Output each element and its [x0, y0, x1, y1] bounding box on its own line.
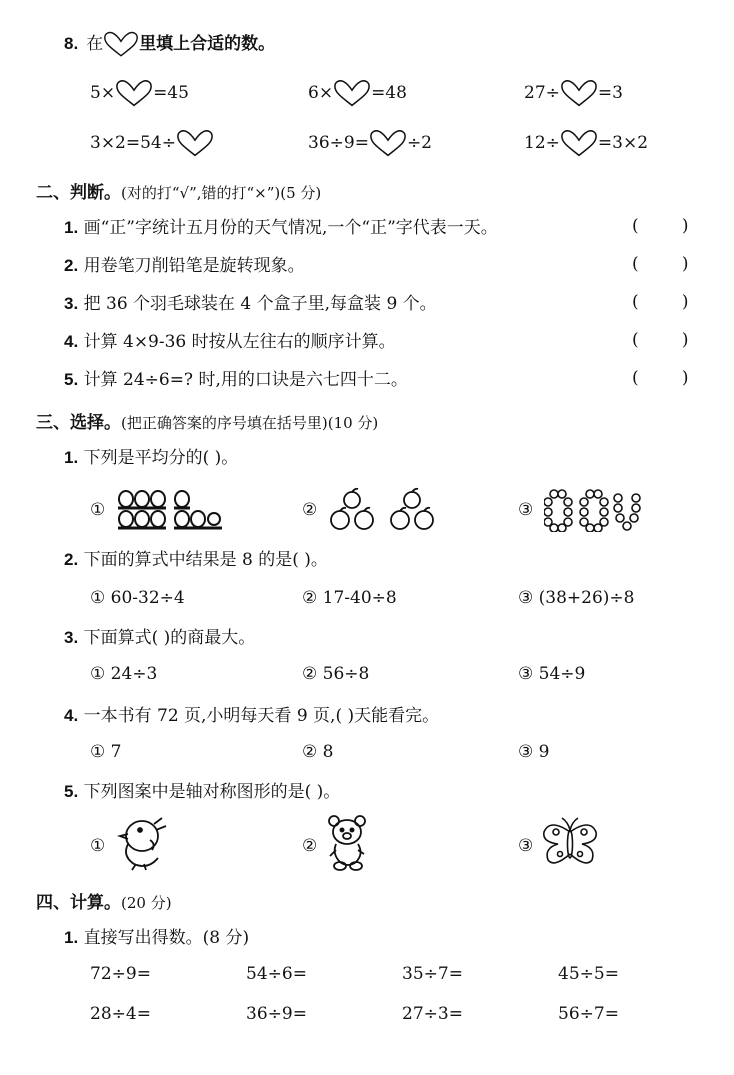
- eq-right: =48: [371, 83, 407, 103]
- calc-item[interactable]: 28÷4=: [90, 1004, 151, 1024]
- option-label: ②: [302, 500, 318, 520]
- option-label: ①: [90, 500, 106, 520]
- item-number: 1.: [64, 218, 79, 237]
- item-text: 用卷笔刀削铅笔是旋转现象。: [83, 256, 305, 276]
- option-label: ②: [302, 836, 318, 856]
- q8-prompt-after: 里填上合适的数。: [139, 34, 276, 54]
- eq-left: 27÷: [524, 83, 560, 103]
- choice-q5: [64, 780, 340, 804]
- option-label: ③: [518, 500, 534, 520]
- butterfly-picture: [542, 816, 598, 870]
- answer-blank[interactable]: ( ): [632, 292, 689, 312]
- item-text: 一本书有 72 页,小明每天看 9 页,( )天能看完。: [83, 706, 440, 726]
- eq-right: =3: [597, 83, 623, 103]
- heart-icon[interactable]: [333, 78, 371, 108]
- item-text: 下面算式( )的商最大。: [83, 628, 256, 648]
- eq-left: 5×: [90, 83, 116, 103]
- q8-prompt-before: 在: [86, 34, 104, 54]
- eq-right: =3×2: [597, 133, 649, 153]
- item-text: 计算 4×9-36 时按从左往右的顺序计算。: [83, 332, 396, 352]
- item-number: 2.: [64, 256, 79, 275]
- heart-icon[interactable]: [560, 128, 598, 158]
- section-3-note: (把正确答案的序号填在括号里)(10 分): [121, 414, 379, 432]
- item-text: 下面的算式中结果是 8 的是( )。: [83, 550, 328, 570]
- calc-item[interactable]: 35÷7=: [402, 964, 463, 984]
- choice-q1: [64, 446, 238, 470]
- answer-blank[interactable]: ( ): [632, 330, 689, 350]
- section-2-note: (对的打“√”,错的打“×”)(5 分): [121, 184, 322, 202]
- judge-item-4: [64, 330, 396, 354]
- judge-item-5: [64, 368, 408, 392]
- eq-left: 6×: [308, 83, 334, 103]
- section-2-title: 二、判断。: [36, 183, 121, 203]
- item-number: 3.: [64, 294, 79, 313]
- apple-groups-picture: [328, 486, 440, 532]
- section-4-note: (20 分): [121, 894, 172, 912]
- section-2-heading: [36, 178, 321, 203]
- q8-equation-5: [308, 128, 432, 158]
- chick-picture: [114, 814, 170, 872]
- heart-icon[interactable]: [115, 78, 153, 108]
- eq-left: 12÷: [524, 133, 560, 153]
- item-text: 计算 24÷6=? 时,用的口诀是六七四十二。: [83, 370, 408, 390]
- option-2[interactable]: ② 8: [302, 742, 334, 762]
- calc-item[interactable]: 56÷7=: [558, 1004, 619, 1024]
- judge-item-3: [64, 292, 437, 316]
- heart-icon[interactable]: [560, 78, 598, 108]
- item-text: 把 36 个羽毛球装在 4 个盒子里,每盒装 9 个。: [83, 294, 437, 314]
- option-1[interactable]: ① 60-32÷4: [90, 588, 185, 608]
- option-2[interactable]: [302, 836, 317, 856]
- q8-equation-1: [90, 78, 189, 108]
- section-3-heading: [36, 408, 378, 433]
- option-3[interactable]: ③ 54÷9: [518, 664, 586, 684]
- option-1[interactable]: [90, 500, 105, 520]
- item-number: 4.: [64, 706, 79, 725]
- item-number: 5.: [64, 782, 79, 801]
- eq-right: =45: [153, 83, 189, 103]
- option-label: ③: [518, 836, 534, 856]
- q8-equation-4: [90, 128, 214, 158]
- option-3[interactable]: [518, 500, 533, 520]
- heart-icon[interactable]: [176, 128, 214, 158]
- q8-equation-2: [308, 78, 407, 108]
- heart-icon[interactable]: [369, 128, 407, 158]
- calc-item[interactable]: 72÷9=: [90, 964, 151, 984]
- option-2[interactable]: [302, 500, 317, 520]
- option-3[interactable]: ③ 9: [518, 742, 550, 762]
- item-number: 2.: [64, 550, 79, 569]
- item-text: 下列是平均分的( )。: [83, 448, 239, 468]
- section-4-heading: [36, 888, 172, 913]
- option-3[interactable]: [518, 836, 533, 856]
- item-number: 1.: [64, 448, 79, 467]
- item-number: 1.: [64, 928, 79, 947]
- item-number: 5.: [64, 370, 79, 389]
- section-4-title: 四、计算。: [36, 893, 121, 913]
- choice-q3: [64, 626, 255, 650]
- option-3[interactable]: ③ (38+26)÷8: [518, 588, 635, 608]
- bead-rings-picture: [544, 488, 644, 532]
- calc-item[interactable]: 54÷6=: [246, 964, 307, 984]
- choice-q2: [64, 548, 328, 572]
- eq-right: ÷2: [406, 133, 432, 153]
- item-number: 3.: [64, 628, 79, 647]
- calc-q1: [64, 926, 249, 950]
- bear-picture: [326, 814, 370, 872]
- option-2[interactable]: ② 17-40÷8: [302, 588, 397, 608]
- section-3-title: 三、选择。: [36, 413, 121, 433]
- option-1[interactable]: [90, 836, 105, 856]
- item-number: 4.: [64, 332, 79, 351]
- item-text: 下列图案中是轴对称图形的是( )。: [83, 782, 341, 802]
- eq-left: 3×2=54÷: [90, 133, 176, 153]
- option-1[interactable]: ① 24÷3: [90, 664, 158, 684]
- q8-equation-6: [524, 128, 648, 158]
- eq-left: 36÷9=: [308, 133, 369, 153]
- peach-groups-picture: [116, 488, 226, 532]
- option-2[interactable]: ② 56÷8: [302, 664, 370, 684]
- heart-icon: [103, 30, 139, 58]
- calc-item[interactable]: 45÷5=: [558, 964, 619, 984]
- answer-blank[interactable]: ( ): [632, 368, 689, 388]
- option-1[interactable]: ① 7: [90, 742, 122, 762]
- option-label: ①: [90, 836, 106, 856]
- item-text: 画“正”字统计五月份的天气情况,一个“正”字代表一天。: [83, 218, 498, 238]
- answer-blank[interactable]: ( ): [632, 254, 689, 274]
- judge-item-2: [64, 254, 305, 278]
- calc-item[interactable]: 27÷3=: [402, 1004, 463, 1024]
- q8-prompt: [64, 30, 275, 58]
- q8-equation-3: [524, 78, 623, 108]
- item-text: 直接写出得数。(8 分): [83, 928, 250, 948]
- calc-item[interactable]: 36÷9=: [246, 1004, 307, 1024]
- judge-item-1: [64, 216, 498, 240]
- q8-number: 8.: [64, 34, 79, 53]
- answer-blank[interactable]: ( ): [632, 216, 689, 236]
- choice-q4: [64, 704, 439, 728]
